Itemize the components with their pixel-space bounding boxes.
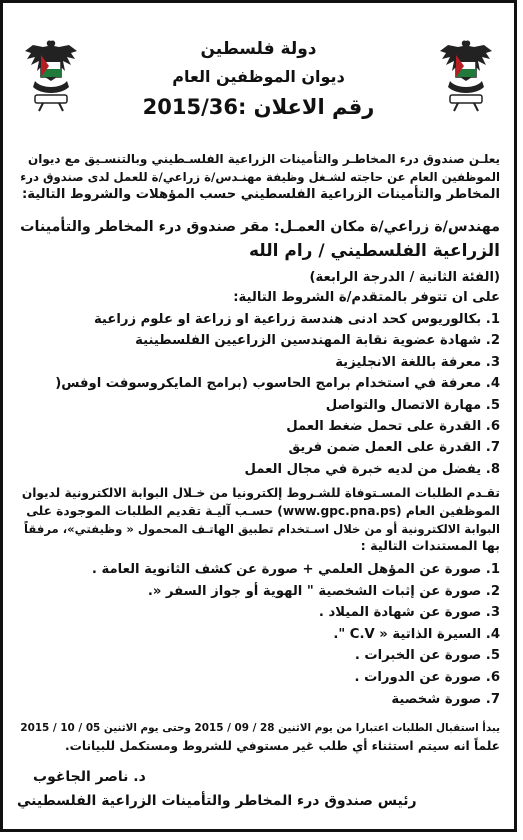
submission-line: البوابة الالكترونية أو من خلال اسـتخدام تطبيق الهاتـف المحمول « وظيفتي»، مرفقاً: [24, 521, 500, 536]
announcement-number: رقم الاعلان :2015/36: [142, 95, 375, 119]
signatory-name: د. ناصر الجاغوب: [33, 769, 146, 785]
list-item: 6. القدرة على تحمل ضغط العمل: [286, 419, 500, 435]
intro-line: يعلـن صندوق درء المخاطـر والتأمينات الزراعية الفلسـطيني وبالتنسـيق مع ديوان: [28, 152, 500, 166]
deadline-line: يبدأ استقبال الطلبات اعتبارا من يوم الاثنين 28 / 09 / 2015 وحتى يوم الاثنين 05 / 10 / 2015: [20, 722, 500, 734]
bureau-title: ديوان الموظفين العام: [172, 67, 345, 86]
conditions-intro: على ان تتوفر بالمتقدم/ة الشروط التالية:: [233, 290, 500, 305]
list-item: 1. بكالوريوس كحد ادنى هندسة زراعية او زراعة او علوم زراعية: [93, 312, 500, 327]
list-item: 5. مهارة الاتصال والتواصل: [325, 397, 500, 413]
list-item: 7. القدرة على العمل ضمن فريق: [288, 440, 500, 456]
list-item: 3. صورة عن شهادة الميلاد .: [318, 605, 500, 621]
list-item: 6. صورة عن الدورات .: [354, 669, 500, 685]
deadline-line: علماً انه سيتم استثناء أي طلب غير مستوفي للشروط ومستكمل للبيانات.: [65, 739, 500, 753]
list-item: 2. شهادة عضوية نقابة المهندسين الزراعيين الفلسطينية: [135, 333, 500, 349]
submission-line: الموظفين العام (www.gpc.pna.ps) حسـب آليـة تقديم الطلبات الموجودة على: [26, 503, 500, 518]
submission-line: تقـدم الطلبات المسـتوفاة للشـروط إلكترونيا من خـلال البوابة الالكترونية لديوان: [21, 486, 500, 500]
country-title: دولة فلسطين: [200, 39, 317, 59]
conditions-list: [17, 309, 500, 480]
list-item: 1. صورة عن المؤهل العلمي + صورة عن كشف الثانوية العامة .: [91, 562, 500, 577]
list-item: 3. معرفة باللغة الانجليزية: [335, 354, 500, 370]
grade-label: (الفئة الثانية / الدرجة الرابعة): [309, 270, 500, 285]
signatory-title: رئيس صندوق درء المخاطر والتأمينات الزراعية الفلسطيني: [17, 793, 417, 809]
submission-paragraph: [17, 485, 500, 556]
job-title-line: الزراعية الفلسطيني / رام الله: [249, 241, 500, 261]
list-item: 2. صورة عن إثبات الشخصية " الهوية أو جواز السفر «.: [147, 583, 500, 599]
list-item: 4. السيرة الذاتية « C.V ".: [333, 626, 500, 642]
intro-line: الموظفين العام عن حاجته لشـغل وظيفة مهنـدس/ة زراعي/ة للعمل لدى صندوق درء: [20, 169, 500, 184]
list-item: 5. صورة عن الخبرات .: [354, 648, 500, 664]
intro-line: المخاطر والتأمينات الزراعية الفلسطيني حسب المؤهلات والشروط التالية:: [21, 187, 500, 203]
list-item: 4. معرفة في استخدام برامج الحاسوب (برامج المايكروسوفت اوفس(: [55, 376, 500, 392]
intro-paragraph: [17, 151, 500, 204]
job-title: [17, 215, 500, 263]
list-item: 7. صورة شخصية: [391, 691, 500, 707]
deadline-paragraph: [17, 719, 500, 755]
job-title-line: مهندس/ة زراعي/ة مكان العمـل: مقر صندوق درء المخاطر والتأمينات: [20, 219, 500, 235]
documents-list: [17, 559, 500, 710]
list-item: 8. يفضل من لديه خبرة في مجال العمل: [244, 461, 500, 477]
submission-line: بها المستندات التالية :: [360, 539, 500, 555]
